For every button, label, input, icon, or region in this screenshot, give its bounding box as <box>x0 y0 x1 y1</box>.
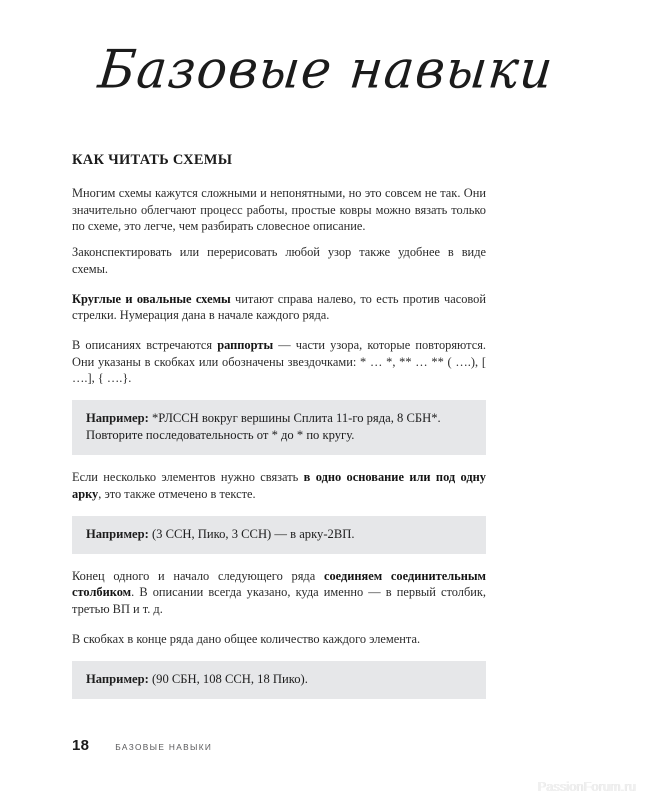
example-label-3: Например: <box>86 672 149 687</box>
example-box-2-line-1 <box>86 526 472 543</box>
paragraph-intro <box>72 185 486 234</box>
example-box-2 <box>72 516 486 554</box>
example-box-3 <box>72 661 486 699</box>
content-column <box>72 152 486 713</box>
paragraph-intro-2 <box>72 244 486 277</box>
example-box-3-line-1 <box>86 671 472 688</box>
rapports-emphasis: раппорты <box>217 338 274 353</box>
chapter-title: Базовые навыки <box>95 38 557 101</box>
example-text-1b: Повторите последовательность от * до * по кругу. <box>86 428 355 443</box>
running-head: БАЗОВЫЕ НАВЫКИ <box>115 742 213 752</box>
paragraph-rapports <box>72 337 486 386</box>
connect-post: . В описании всегда указано, куда именно — в первый столбик, третью ВП и т. д. <box>72 585 486 616</box>
paragraph-connect <box>72 568 486 617</box>
example-label-2: Например: <box>86 526 149 541</box>
paragraph-intro-text: Многим схемы кажутся сложными и непонятными, но это совсем не так. Они значительно облегчают процесс работы, простые ковры можно вязать только по схеме, это легче, чем разбирать словесное описание. <box>72 186 486 233</box>
connect-emphasis: соединяем соединительным столбиком <box>72 568 486 600</box>
paragraph-intro-2-text: Законспектировать или перерисовать любой узор также удобнее в виде схемы. <box>72 245 486 276</box>
section-heading: КАК ЧИТАТЬ СХЕМЫ <box>72 152 233 168</box>
join-pre: Если несколько элементов нужно связать <box>72 470 304 485</box>
page-number: 18 <box>72 737 90 754</box>
example-label-1: Например: <box>86 411 149 426</box>
example-box-1-line-2 <box>86 427 472 444</box>
example-text-2a: (3 ССН, Пико, 3 ССН) — в арку-2ВП. <box>148 526 355 541</box>
round-charts-emphasis: Круглые и овальные схемы <box>72 291 231 306</box>
round-charts-rest: читают справа налево, то есть против часовой стрелки. Нумерация дана в начале каждого ряда. <box>72 291 486 323</box>
example-text-3a: (90 СБН, 108 ССН, 18 Пико). <box>148 672 308 687</box>
example-text-1a: *РЛССН вокруг вершины Сплита 11-го ряда, 8 СБН*. <box>148 411 441 426</box>
join-emphasis: в одно основание или под одну арку <box>72 470 486 501</box>
totals-text: В скобках в конце ряда дано общее количество каждого элемента. <box>72 631 421 646</box>
example-box-1-line-1 <box>86 410 472 427</box>
paragraph-totals <box>72 631 486 647</box>
chapter-title-container <box>0 38 646 101</box>
rapports-post: — части узора, которые повторяются. Они указаны в скобках или обозначены звездочками: * … *, ** … ** ( ….), [ ….], { ….}. <box>72 338 486 386</box>
rapports-pre: В описаниях встречаются <box>72 338 218 353</box>
join-post: , это также отмечено в тексте. <box>98 486 256 501</box>
paragraph-join <box>72 469 486 502</box>
page-footer <box>72 737 212 754</box>
watermark: PassionForum.ru <box>537 780 636 794</box>
example-box-1 <box>72 400 486 455</box>
paragraph-round-charts <box>72 291 486 324</box>
connect-pre: Конец одного и начало следующего ряда <box>72 568 324 583</box>
